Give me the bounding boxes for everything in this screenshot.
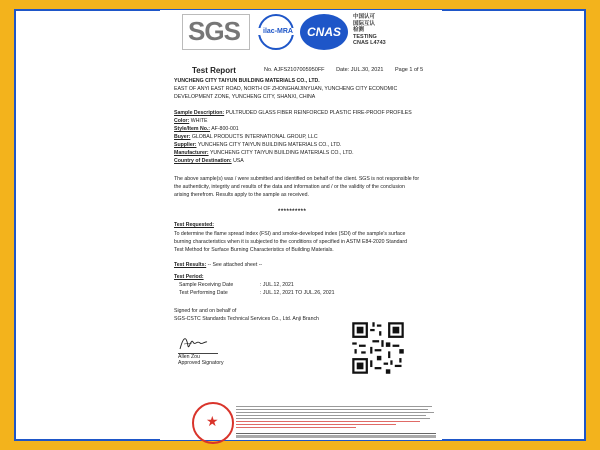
report-title: Test Report: [192, 66, 236, 75]
field-label: Supplier:: [174, 142, 197, 148]
client-name: YUNCHENG CITY TAIYUN BUILDING MATERIALS CO., LTD.: [174, 78, 320, 84]
cnas-accreditation-text: [353, 14, 386, 47]
signatory-name: Allen Zou: [178, 353, 218, 361]
sample-receiving-value: : JUL.12, 2021: [260, 282, 294, 288]
test-requested-line: burning characteristics when it is subjected to the conditions of specified in ASTM E84-2020 Standard: [174, 239, 407, 245]
star-icon: ★: [206, 413, 219, 429]
footer-divider: [236, 433, 436, 434]
handwritten-signature: [178, 332, 208, 352]
sample-description-row: [174, 110, 412, 117]
cnas-line: 国际互认: [353, 20, 376, 27]
test-performing-label: Test Performing Date: [179, 290, 228, 296]
cnas-logo: CNAS: [300, 14, 348, 50]
test-results-value: -- See attached sheet --: [207, 262, 263, 268]
signatory-role: Approved Signatory: [178, 360, 224, 366]
test-report-document: [160, 10, 442, 440]
signed-for-text: Signed for and on behalf of: [174, 308, 237, 314]
report-number: No. AJFS2107005950FF: [264, 67, 325, 73]
disclaimer-line: the authenticity, integrity and results of the data and information and / or the validity of the conclusion: [174, 184, 405, 190]
field-value: GLOBAL PRODUCTS INTERNATIONAL GROUP, LLC: [191, 134, 318, 140]
field-value: PULTRUDED GLASS FIBER REINFORCED PLASTIC FIRE-PROOF PROFILES: [225, 110, 412, 116]
terms-fine-print: [236, 406, 436, 432]
report-meta: [264, 67, 433, 73]
cnas-line: CNAS L4743: [353, 40, 386, 47]
cnas-line: 检测: [353, 27, 365, 34]
sgs-logo: SGS: [188, 16, 240, 46]
disclaimer-line: The above sample(s) was / were submitted and identified on behalf of the client. SGS is not responsible for: [174, 176, 420, 182]
style-item-row: [174, 126, 239, 133]
sample-receiving-label: Sample Receiving Date: [179, 282, 234, 288]
client-address-line: EAST OF ANYI EAST ROAD, NORTH OF ZHONGHAIJINYUAN, YUNCHENG CITY ECONOMIC: [174, 86, 398, 92]
signing-company: SGS-CSTC Standards Technical Services Co., Ltd. Anji Branch: [174, 316, 319, 322]
cnas-line: TESTING: [353, 33, 377, 40]
page-number: Page 1 of 5: [395, 67, 424, 73]
field-label: Sample Description:: [174, 110, 225, 116]
report-date: Date: JUL.30, 2021: [336, 67, 384, 73]
field-label: Style/Item No.:: [174, 126, 211, 132]
ilac-mra-logo: [258, 14, 294, 50]
field-value: AF-800-001: [211, 126, 239, 132]
field-label: Color:: [174, 118, 190, 124]
field-value: USA: [233, 158, 244, 164]
buyer-row: [174, 134, 318, 141]
supplier-row: [174, 142, 341, 149]
manufacturer-row: [174, 150, 354, 157]
test-requested-line: Test Method for Surface Burning Characteristics of Building Materials.: [174, 247, 334, 253]
field-value: YUNCHENG CITY TAIYUN BUILDING MATERIALS CO., LTD.: [197, 142, 342, 148]
section-divider: **********: [278, 209, 307, 215]
cnas-line: 中国认可: [353, 14, 376, 20]
field-label: Buyer:: [174, 134, 191, 140]
disclaimer-line: arising therefrom. Results apply to the sample as received.: [174, 192, 309, 198]
test-results-heading: Test Results:: [174, 262, 207, 268]
test-period-heading: Test Period:: [174, 274, 204, 280]
country-row: [174, 158, 244, 165]
field-value: WHITE: [190, 118, 208, 124]
test-performing-value: : JUL.12, 2021 TO JUL.26, 2021: [260, 290, 335, 296]
field-value: YUNCHENG CITY TAIYUN BUILDING MATERIALS CO., LTD.: [209, 150, 354, 156]
footer-address: [236, 435, 436, 438]
test-requested-line: To determine the flame spread index (FSI) and smoke-developed index (SDI) of the sample's surface: [174, 231, 406, 237]
color-row: [174, 118, 207, 125]
official-seal: [192, 402, 234, 444]
client-address-line: DEVELOPMENT ZONE, YUNCHENG CITY, SHANXI, CHINA: [174, 94, 316, 100]
field-label: Country of Destination:: [174, 158, 232, 164]
test-results-row: [174, 262, 262, 269]
verification-qr-code: [350, 320, 406, 376]
ilac-mra-text: ilac-MRA: [256, 28, 300, 35]
test-requested-heading: Test Requested:: [174, 222, 214, 228]
field-label: Manufacturer:: [174, 150, 209, 156]
logo-bar: [160, 10, 442, 54]
